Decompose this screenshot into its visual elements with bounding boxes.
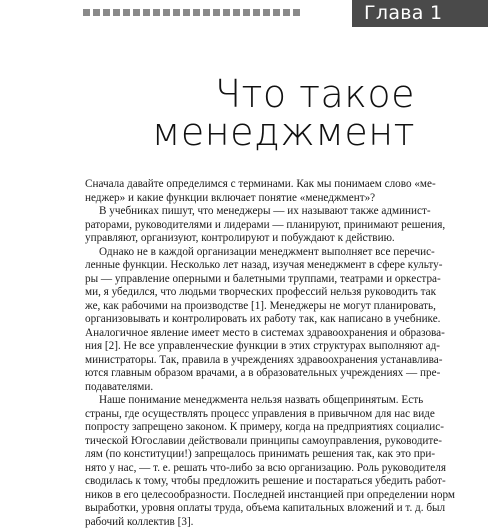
paragraph-4 bbox=[85, 394, 415, 529]
text-line: же, как рабочими на производстве [1]. Менеджеры не могут планировать, bbox=[85, 300, 415, 314]
text-line: тической Югославии действовали принципы самоуправления, руководите- bbox=[85, 435, 415, 449]
text-line: управляют, организуют, контролируют и побуждают к действию. bbox=[85, 232, 415, 246]
header-dot bbox=[203, 9, 210, 16]
header-dot bbox=[143, 9, 150, 16]
header-dot bbox=[193, 9, 200, 16]
text-line: Наше понимание менеджмента нельзя назвать общепринятым. Есть bbox=[85, 394, 415, 408]
header-dot bbox=[243, 9, 250, 16]
header-dot bbox=[153, 9, 160, 16]
paragraph-2 bbox=[85, 205, 415, 246]
header-dot bbox=[163, 9, 170, 16]
text-line: ры — управление оперными и балетными труппами, театрами и оркестра- bbox=[85, 273, 415, 287]
header-dot bbox=[83, 9, 90, 16]
chapter-header bbox=[0, 0, 500, 26]
text-line: сводилась к тому, чтобы предложить решение и постараться убедить работ- bbox=[85, 475, 415, 489]
chapter-label: Глава 1 bbox=[352, 0, 488, 27]
text-line: ния [2]. Не все управленческие функции в этих структурах выполняют ад- bbox=[85, 340, 415, 354]
text-line: Сначала давайте определимся с терминами. Как мы понимаем слово «ме- bbox=[85, 178, 415, 192]
text-line: подавателями. bbox=[85, 381, 415, 395]
text-line: ленные функции. Несколько лет назад, изучая менеджмент в сфере культу- bbox=[85, 259, 415, 273]
header-dot bbox=[223, 9, 230, 16]
text-line: раторами, руководителями и лидерами — планируют, принимают решения, bbox=[85, 219, 415, 233]
text-line: лям (по конституции!) запрещалось принимать решения так, как это при- bbox=[85, 448, 415, 462]
text-line: министраторы. Так, правила в учреждениях здравоохранения устанавлива- bbox=[85, 354, 415, 368]
text-line: страны, где осуществлять процесс управления в привычном для нас виде bbox=[85, 408, 415, 422]
header-dot bbox=[283, 9, 290, 16]
text-line: выработки, уровня оплаты труда, объема капитальных вложений и т. д. был bbox=[85, 502, 415, 516]
header-dot bbox=[273, 9, 280, 16]
chapter-title-line-1: Что такое bbox=[152, 75, 415, 113]
header-dot bbox=[263, 9, 270, 16]
header-dot bbox=[173, 9, 180, 16]
text-line: попросту запрещено законом. К примеру, когда на предприятиях социалис- bbox=[85, 421, 415, 435]
header-dot bbox=[183, 9, 190, 16]
text-line: Однако не в каждой организации менеджмент выполняет все перечис- bbox=[85, 246, 415, 260]
header-dot bbox=[213, 9, 220, 16]
text-line: неджер» и какие функции включает понятие «менеджмент»? bbox=[85, 192, 415, 206]
text-line: рабочий коллектив [3]. bbox=[85, 516, 415, 529]
header-dot-strip bbox=[83, 9, 300, 16]
header-dot bbox=[93, 9, 100, 16]
chapter-title-line-2: менеджмент bbox=[152, 113, 415, 151]
body-text bbox=[85, 178, 415, 529]
text-line: ми, я убедился, что людьми творческих профессий нельзя руководить так bbox=[85, 286, 415, 300]
paragraph-3 bbox=[85, 246, 415, 395]
text-line: организовывать и контролировать их работу так, как написано в учебнике. bbox=[85, 313, 415, 327]
header-dot bbox=[233, 9, 240, 16]
header-dot bbox=[123, 9, 130, 16]
text-line: ников в его целесообразности. Последней инстанцией при определении норм bbox=[85, 489, 415, 503]
header-dot bbox=[253, 9, 260, 16]
text-line: Аналогичное явление имеет место в системах здравоохранения и образова- bbox=[85, 327, 415, 341]
header-dot bbox=[113, 9, 120, 16]
text-line: нято у нас, — т. е. решать что-либо за всю организацию. Роль руководителя bbox=[85, 462, 415, 476]
header-dot bbox=[293, 9, 300, 16]
header-dot bbox=[103, 9, 110, 16]
text-line: ются главным образом врачами, а в образовательных учреждениях — пре- bbox=[85, 367, 415, 381]
text-line: В учебниках пишут, что менеджеры — их называют также админист- bbox=[85, 205, 415, 219]
paragraph-1 bbox=[85, 178, 415, 205]
chapter-title bbox=[152, 75, 415, 151]
header-dot bbox=[133, 9, 140, 16]
